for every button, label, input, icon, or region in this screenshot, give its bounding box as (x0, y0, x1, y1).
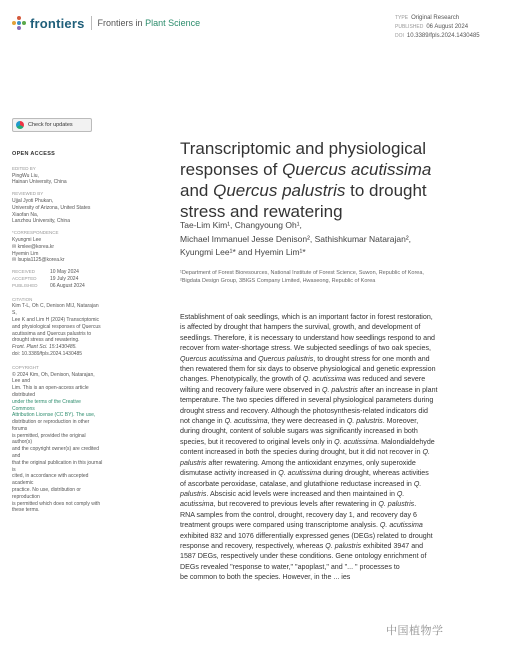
abstract-line: content increased in both the species during drought, but it did not recover in Q. (180, 448, 431, 457)
abstract-line: exhibited 832 and 1076 differentially expressed genes (DEGs) related to drought (180, 531, 433, 540)
abstract-line: temperature. The two species differed in several physiological parameters during (180, 396, 434, 405)
abstract-line: recover from water-shortage stress. We subjected seedlings of two oak species, (180, 344, 432, 353)
logo-divider (91, 16, 92, 30)
author-list: Tae-Lim Kim¹, Changyoung Oh¹, Michael Immanuel Jesse Denison², Sathishkumar Natarajan², Kyungmi Lee¹* and Hyemin Lim¹* (180, 220, 412, 257)
reviewer-1: Ujjal Jyoti Phukan, (12, 197, 54, 204)
watermark: 中国植物学 (386, 625, 444, 637)
abstract-line: Establishment of oak seedlings, which is an important factor in forest restoration, (180, 313, 433, 321)
check-updates-icon (16, 121, 24, 129)
abstract-line: not change in Q. acutissima, they were decreased in Q. palustris. Moreover, (180, 417, 419, 426)
abstract-line: changes. Phenotypically, the growth of Q. acutissima was reduced and severe (180, 375, 426, 384)
abstract-line: drought stress and recovery. Although the photosynthesis-related indicators did (180, 406, 428, 415)
email-link-1[interactable]: ✉ kmlee@korea.kr (12, 243, 55, 250)
citation-text: Kim T-L, Oh C, Denison MIJ, Natarajan S, Lee K and Lim H (2024) Transcriptomic and physiological responses of Quercus acutissima and Quercus palustris to drought stress and rewatering. Front. Plant Sci. 15:1430485. doi: 10.3389/fpls.2024.1430485 (12, 303, 101, 357)
abstract-line: is affected by drought that hampers the survival, growth, and development of (180, 323, 421, 332)
frontiers-logo-mark-icon (12, 16, 26, 30)
abstract-line: palustris. Abscisic acid levels were increased and then maintained in Q. (180, 489, 405, 498)
published-row: PUBLISHED 06 August 2024 (12, 282, 85, 289)
abstract-line: 1587 DEGs, respectively under these conditions. Gene ontology enrichment of (180, 552, 427, 561)
open-access-label: OPEN ACCESS (12, 151, 56, 157)
brand-name: frontiers (30, 15, 85, 31)
affiliations: ¹Department of Forest Bioresources, National Institute of Forest Science, Suwon, Republic of Korea, ²Bigdata Design Group, 3BIGS Company Limited, Hwaseong, Republic of Korea (180, 270, 424, 284)
email-link-2[interactable]: ✉ lsupia1125@korea.kr (12, 257, 65, 264)
abstract-line: RNA samples from the control, drought, recovery day 1, and recovery day 6 (180, 510, 417, 519)
abstract-line: DEGs revealed "response to water," "apoplast," and "... " processes to (180, 562, 400, 571)
reviewer-2: Xiaofan Na, (12, 211, 39, 218)
received-row: RECEIVED 10 May 2024 (12, 269, 79, 276)
abstract-line: seedlings. Therefore, it is necessary to understand how seedlings respond to and (180, 333, 436, 342)
abstract-line: palustris after rewatering. Among the antioxidant enzymes, only superoxide (180, 458, 416, 467)
sidebar: OPEN ACCESS EDITED BY PingWu Liu, Hainan University, China REVIEWED BY Ujjal Jyoti Phukan, University of Arizona, United States Xiaofan Na, Lanzhou University, China *CORRESPONDENCE Kyungmi Lee ✉ kmlee@korea.kr Hyemin Lim ✉ lsupia1125@korea.kr RECEIVED 10 May 2024 ACCEPTED 19 July 2024 PUBLISHED 06 August 2024 CITATION Kim T-L, Oh C, Denison MIJ, Natarajan S, Lee K and Lim H (2024) Transcriptomic and physiological responses of Quercus acutissima and Quercus palustris to drought stress and rewatering. Front. Plant Sci. 15:1430485. doi: 10.3389/fpls.2024.1430485 COPYRIGHT © 2024 Kim, Oh, Denison, Natarajan, Lee and Lim. This is an open-access article distributed under the terms of the Creative Commons Attribution License (CC BY). The use, distribution or reproduction in other forums is permitted, provided the original author(s) and the copyright owner(s) are credited and that the original publication in this journal is cited, in accordance with accepted academic practice. No use, distribution or reproduction is permitted which does not comply with these terms. (12, 151, 103, 514)
abstract-line: of ascorbate peroxidase, catalase, and glutathione reductase increased in Q. (180, 479, 422, 488)
email-icon: ✉ (12, 257, 18, 264)
abstract (180, 312, 498, 583)
editor-name: PingWu Liu, (12, 172, 39, 179)
abstract-line: acutissima, but recovered to previous levels after rewatering in Q. palustris. (180, 500, 417, 509)
email-icon: ✉ (12, 243, 18, 250)
abstract-line: species, but it recovered to original levels only in Q. acutissima. Malondialdehyde (180, 437, 435, 446)
accepted-row: ACCEPTED 19 July 2024 (12, 275, 79, 282)
doi[interactable]: 10.3389/fpls.2024.1430485 (406, 33, 480, 39)
article-type: Original Research (411, 15, 460, 21)
journal-name: Frontiers in Plant Science (97, 18, 201, 28)
abstract-line: dismutase activity increased in Q. acutissima during drought, whereas activities (180, 469, 429, 478)
frontiers-logo[interactable] (12, 14, 200, 32)
check-for-updates-button[interactable]: Check for updates (12, 118, 92, 132)
abstract-line: be common to both the species. However, in the ... ies (180, 573, 351, 582)
copyright-text: © 2024 Kim, Oh, Denison, Natarajan, Lee and Lim. This is an open-access article distributed under the terms of the Creative Commons Attribution License (CC BY). The use, distribution or reproduction in other forums is permitted, provided the original author(s) and the copyright owner(s) are credited and that the original publication in this journal is cited, in accordance with accepted academic practice. No use, distribution or reproduction is permitted which does not comply with these terms. (12, 371, 103, 514)
article-title: Transcriptomic and physiological responses of Quercus acutissima and Quercus palustris to drought stress and rewatering (180, 139, 432, 221)
article-meta: TYPE Original Research PUBLISHED 06 August 2024 DOI 10.3389/fpls.2024.1430485 (395, 15, 480, 39)
published-date: 06 August 2024 (426, 24, 469, 30)
abstract-line: during drought, content of soluble sugars was significantly increased in both (180, 427, 418, 436)
abstract-line: treatment groups were compared using transcriptome analysis. Q. acutissima (180, 521, 423, 530)
abstract-line: response and recovery, respectively, whereas Q. palustris exhibited 3947 and (180, 541, 424, 550)
abstract-line: then rewatered them for six days to observe physiological and genetic expression (180, 365, 436, 374)
abstract-line: wilting and recovery failure were observed in Q. palustris after an increase in plant (180, 385, 438, 394)
abstract-line: Quercus acutissima and Quercus palustris, to drought stress for one month and (180, 354, 430, 363)
